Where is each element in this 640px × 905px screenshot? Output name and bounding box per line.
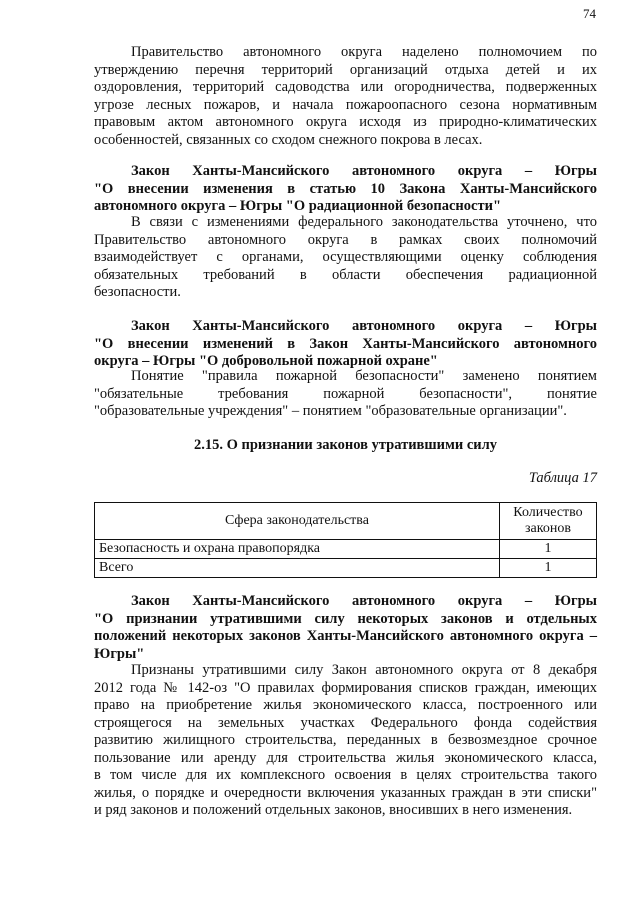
title-line: "О признании утратившими силу некоторых законов и отдельных bbox=[94, 610, 597, 627]
table-cell: Безопасность и охрана правопорядка bbox=[95, 540, 500, 559]
text-line: Понятие "правила пожарной безопасности" заменено понятием bbox=[131, 368, 597, 384]
text-line: Признаны утратившими силу Закон автономного округа от 8 декабря bbox=[131, 662, 597, 678]
text-line: утверждению перечня территорий организаций отдыха детей и их bbox=[94, 61, 597, 78]
text-line: угрозе лесных пожаров, и начала пожароопасного сезона нормативным bbox=[94, 96, 597, 113]
table-cell: Всего bbox=[95, 559, 500, 578]
text-line: право на приобретение жилья экономического класса, построенного или bbox=[94, 697, 597, 713]
title-line: Закон Ханты-Мансийского автономного округа – Югры bbox=[131, 318, 597, 334]
title-line: положений некоторых законов Ханты-Мансийского автономного округа – bbox=[94, 628, 597, 644]
section-title: 2.15. О признании законов утратившими силу bbox=[193, 437, 498, 453]
law3-text bbox=[94, 662, 597, 820]
text-line: в том числе для их комплексного освоения в целях строительства такого bbox=[94, 767, 597, 783]
law2-text bbox=[94, 368, 597, 421]
law3-title bbox=[94, 593, 597, 663]
text-line: безопасности. bbox=[94, 284, 181, 300]
title-line: Югры" bbox=[94, 645, 145, 662]
text-line: особенностей, связанных со сходом снежного покрова в лесах. bbox=[94, 131, 483, 148]
text-line: Правительство автономного округа наделено полномочием по bbox=[131, 44, 597, 60]
text-line: оздоровления, территорий садоводства или огородничества, подверженных bbox=[94, 79, 597, 95]
intro-paragraph bbox=[94, 44, 597, 149]
title-line: автономного округа – Югры "О радиационной безопасности" bbox=[94, 198, 501, 214]
text-line: "обязательные требования пожарной безопасности", понятие bbox=[94, 385, 597, 402]
table-row bbox=[95, 540, 597, 559]
text-line: жилья, о порядке и очередности включения указанных граждан в эти списки" bbox=[94, 784, 597, 801]
title-line: округа – Югры "О добровольной пожарной охране" bbox=[94, 353, 438, 369]
title-line: Закон Ханты-Мансийского автономного округа – Югры bbox=[131, 593, 597, 609]
text-line: строящегося на земельных участках Федерального фонда содействия bbox=[94, 714, 597, 731]
text-line: пользование или аренду для строительства жилья экономического класса, bbox=[94, 749, 597, 766]
table-row bbox=[95, 559, 597, 578]
table-header-cell: Сфера законодательства bbox=[95, 503, 500, 540]
text-line: и ряд законов и положений отдельных законов, вносивших в него изменения. bbox=[94, 802, 573, 818]
title-line: "О внесении изменений в Закон Ханты-Мансийского автономного bbox=[94, 335, 597, 352]
text-line: обязательных требований в области обеспечения радиационной bbox=[94, 266, 597, 283]
law1-text bbox=[94, 214, 597, 302]
text-line: взаимодействует с органами, осуществляющими оценку соблюдения bbox=[94, 249, 597, 265]
title-line: Закон Ханты-Мансийского автономного округа – Югры bbox=[131, 163, 597, 179]
text-line: развитию жилищного строительства, переданных в безвозмездное срочное bbox=[94, 732, 597, 748]
laws-table bbox=[94, 502, 597, 578]
table-header-cell: Количество законов bbox=[500, 503, 597, 540]
text-line: "образовательные учреждения" – понятием "образовательные организации". bbox=[94, 403, 567, 419]
table-header-row bbox=[95, 503, 597, 540]
title-line: "О внесении изменения в статью 10 Закона Ханты-Мансийского bbox=[94, 180, 597, 197]
table-caption: Таблица 17 bbox=[528, 470, 597, 486]
page-number: 74 bbox=[583, 6, 596, 21]
law1-title bbox=[94, 163, 597, 216]
text-line: В связи с изменениями федерального законодательства уточнено, что bbox=[131, 214, 597, 230]
text-line: 2012 года № 142-оз "О правилах формирования списков граждан, имеющих bbox=[94, 679, 597, 696]
table-cell: 1 bbox=[500, 559, 597, 578]
law2-title bbox=[94, 318, 597, 371]
text-line: Правительство автономного округа в рамках своих полномочий bbox=[94, 231, 597, 248]
table-cell: 1 bbox=[500, 540, 597, 559]
text-line: правовым актом автономного округа исходя из природно-климатических bbox=[94, 114, 597, 130]
